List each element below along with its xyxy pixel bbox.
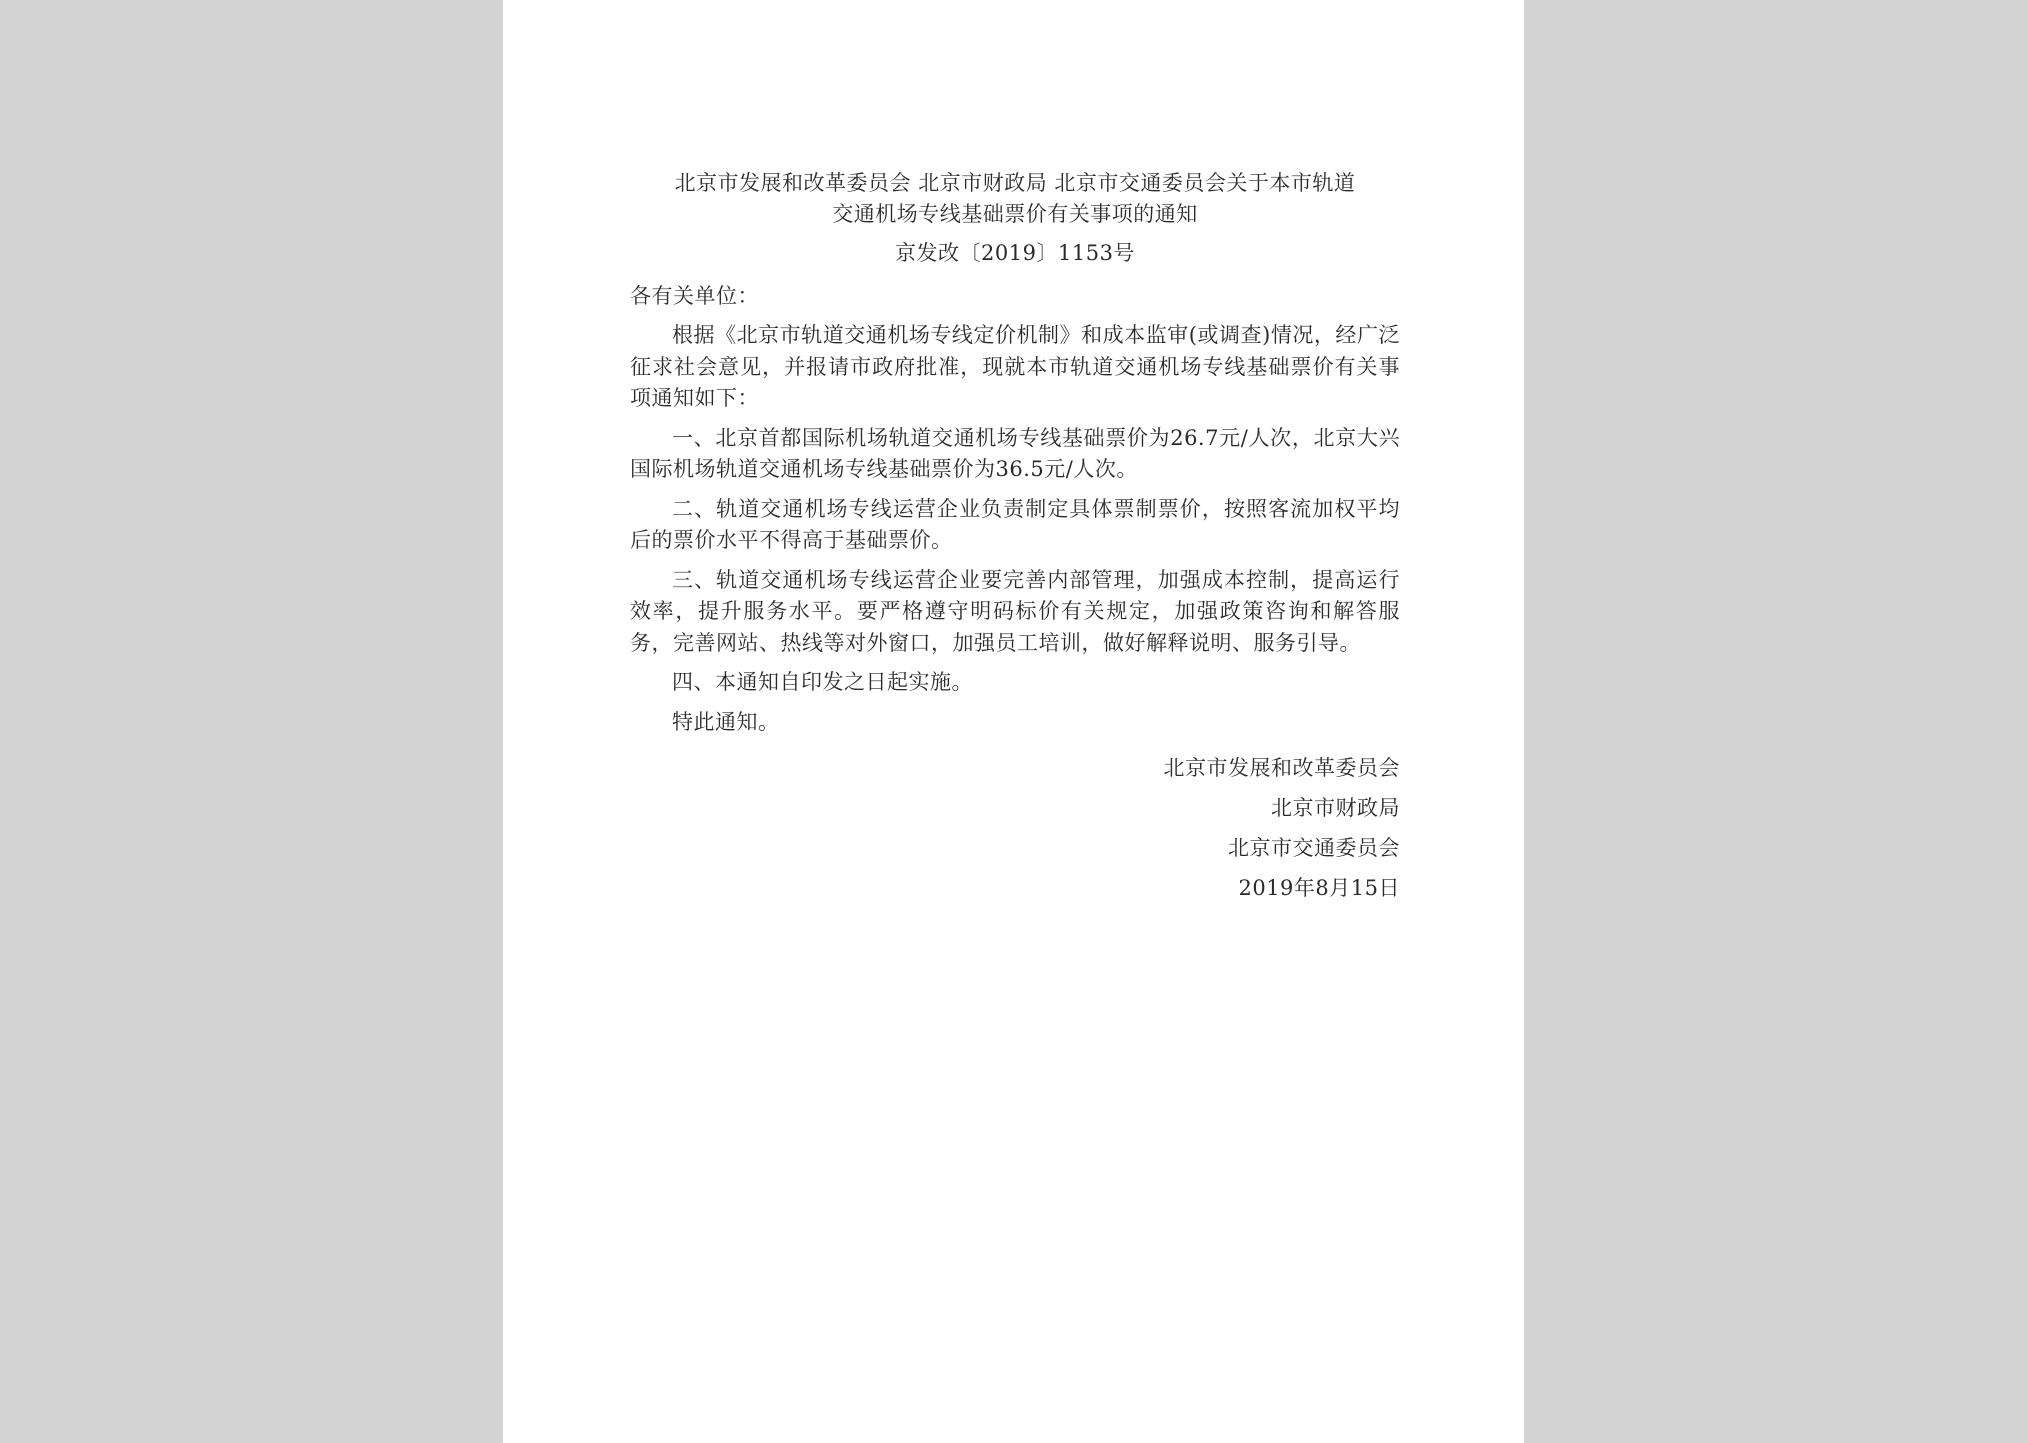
signature-block xyxy=(630,748,1400,908)
paragraph-item-3: 三、轨道交通机场专线运营企业要完善内部管理，加强成本控制，提高运行效率，提升服务水平。要严格遵守明码标价有关规定，加强政策咨询和解答服务，完善网站、热线等对外窗口，加强员工培训，做好解释说明、服务引导。 xyxy=(630,567,1400,655)
paragraph-item-4: 四、本通知自印发之日起实施。 xyxy=(672,670,973,694)
document-content xyxy=(630,168,1400,908)
document-number: 京发改〔2019〕1153号 xyxy=(895,241,1135,265)
paragraph-item-2: 二、轨道交通机场专线运营企业负责制定具体票制票价，按照客流加权平均后的票价水平不得高于基础票价。 xyxy=(630,496,1400,552)
document-date: 2019年8月15日 xyxy=(1238,876,1400,900)
title-line-2: 交通机场专线基础票价有关事项的通知 xyxy=(832,202,1198,226)
signatory-ndrc: 北京市发展和改革委员会 xyxy=(1163,756,1400,780)
paragraph-closing: 特此通知。 xyxy=(672,709,780,734)
paragraph-intro: 根据《北京市轨道交通机场专线定价机制》和成本监审(或调查)情况，经广泛征求社会意见，并报请市政府批准，现就本市轨道交通机场专线基础票价有关事项通知如下： xyxy=(630,323,1400,410)
salutation: 各有关单位： xyxy=(630,284,759,308)
signatory-transport: 北京市交通委员会 xyxy=(1228,836,1400,860)
title-line-1: 北京市发展和改革委员会 北京市财政局 北京市交通委员会关于本市轨道 xyxy=(674,171,1356,195)
document-page xyxy=(503,0,1524,1443)
document-title xyxy=(630,168,1400,230)
signatory-finance: 北京市财政局 xyxy=(1271,796,1400,820)
paragraph-item-1: 一、北京首都国际机场轨道交通机场专线基础票价为26.7元/人次，北京大兴国际机场轨道交通机场专线基础票价为36.5元/人次。 xyxy=(630,425,1400,481)
